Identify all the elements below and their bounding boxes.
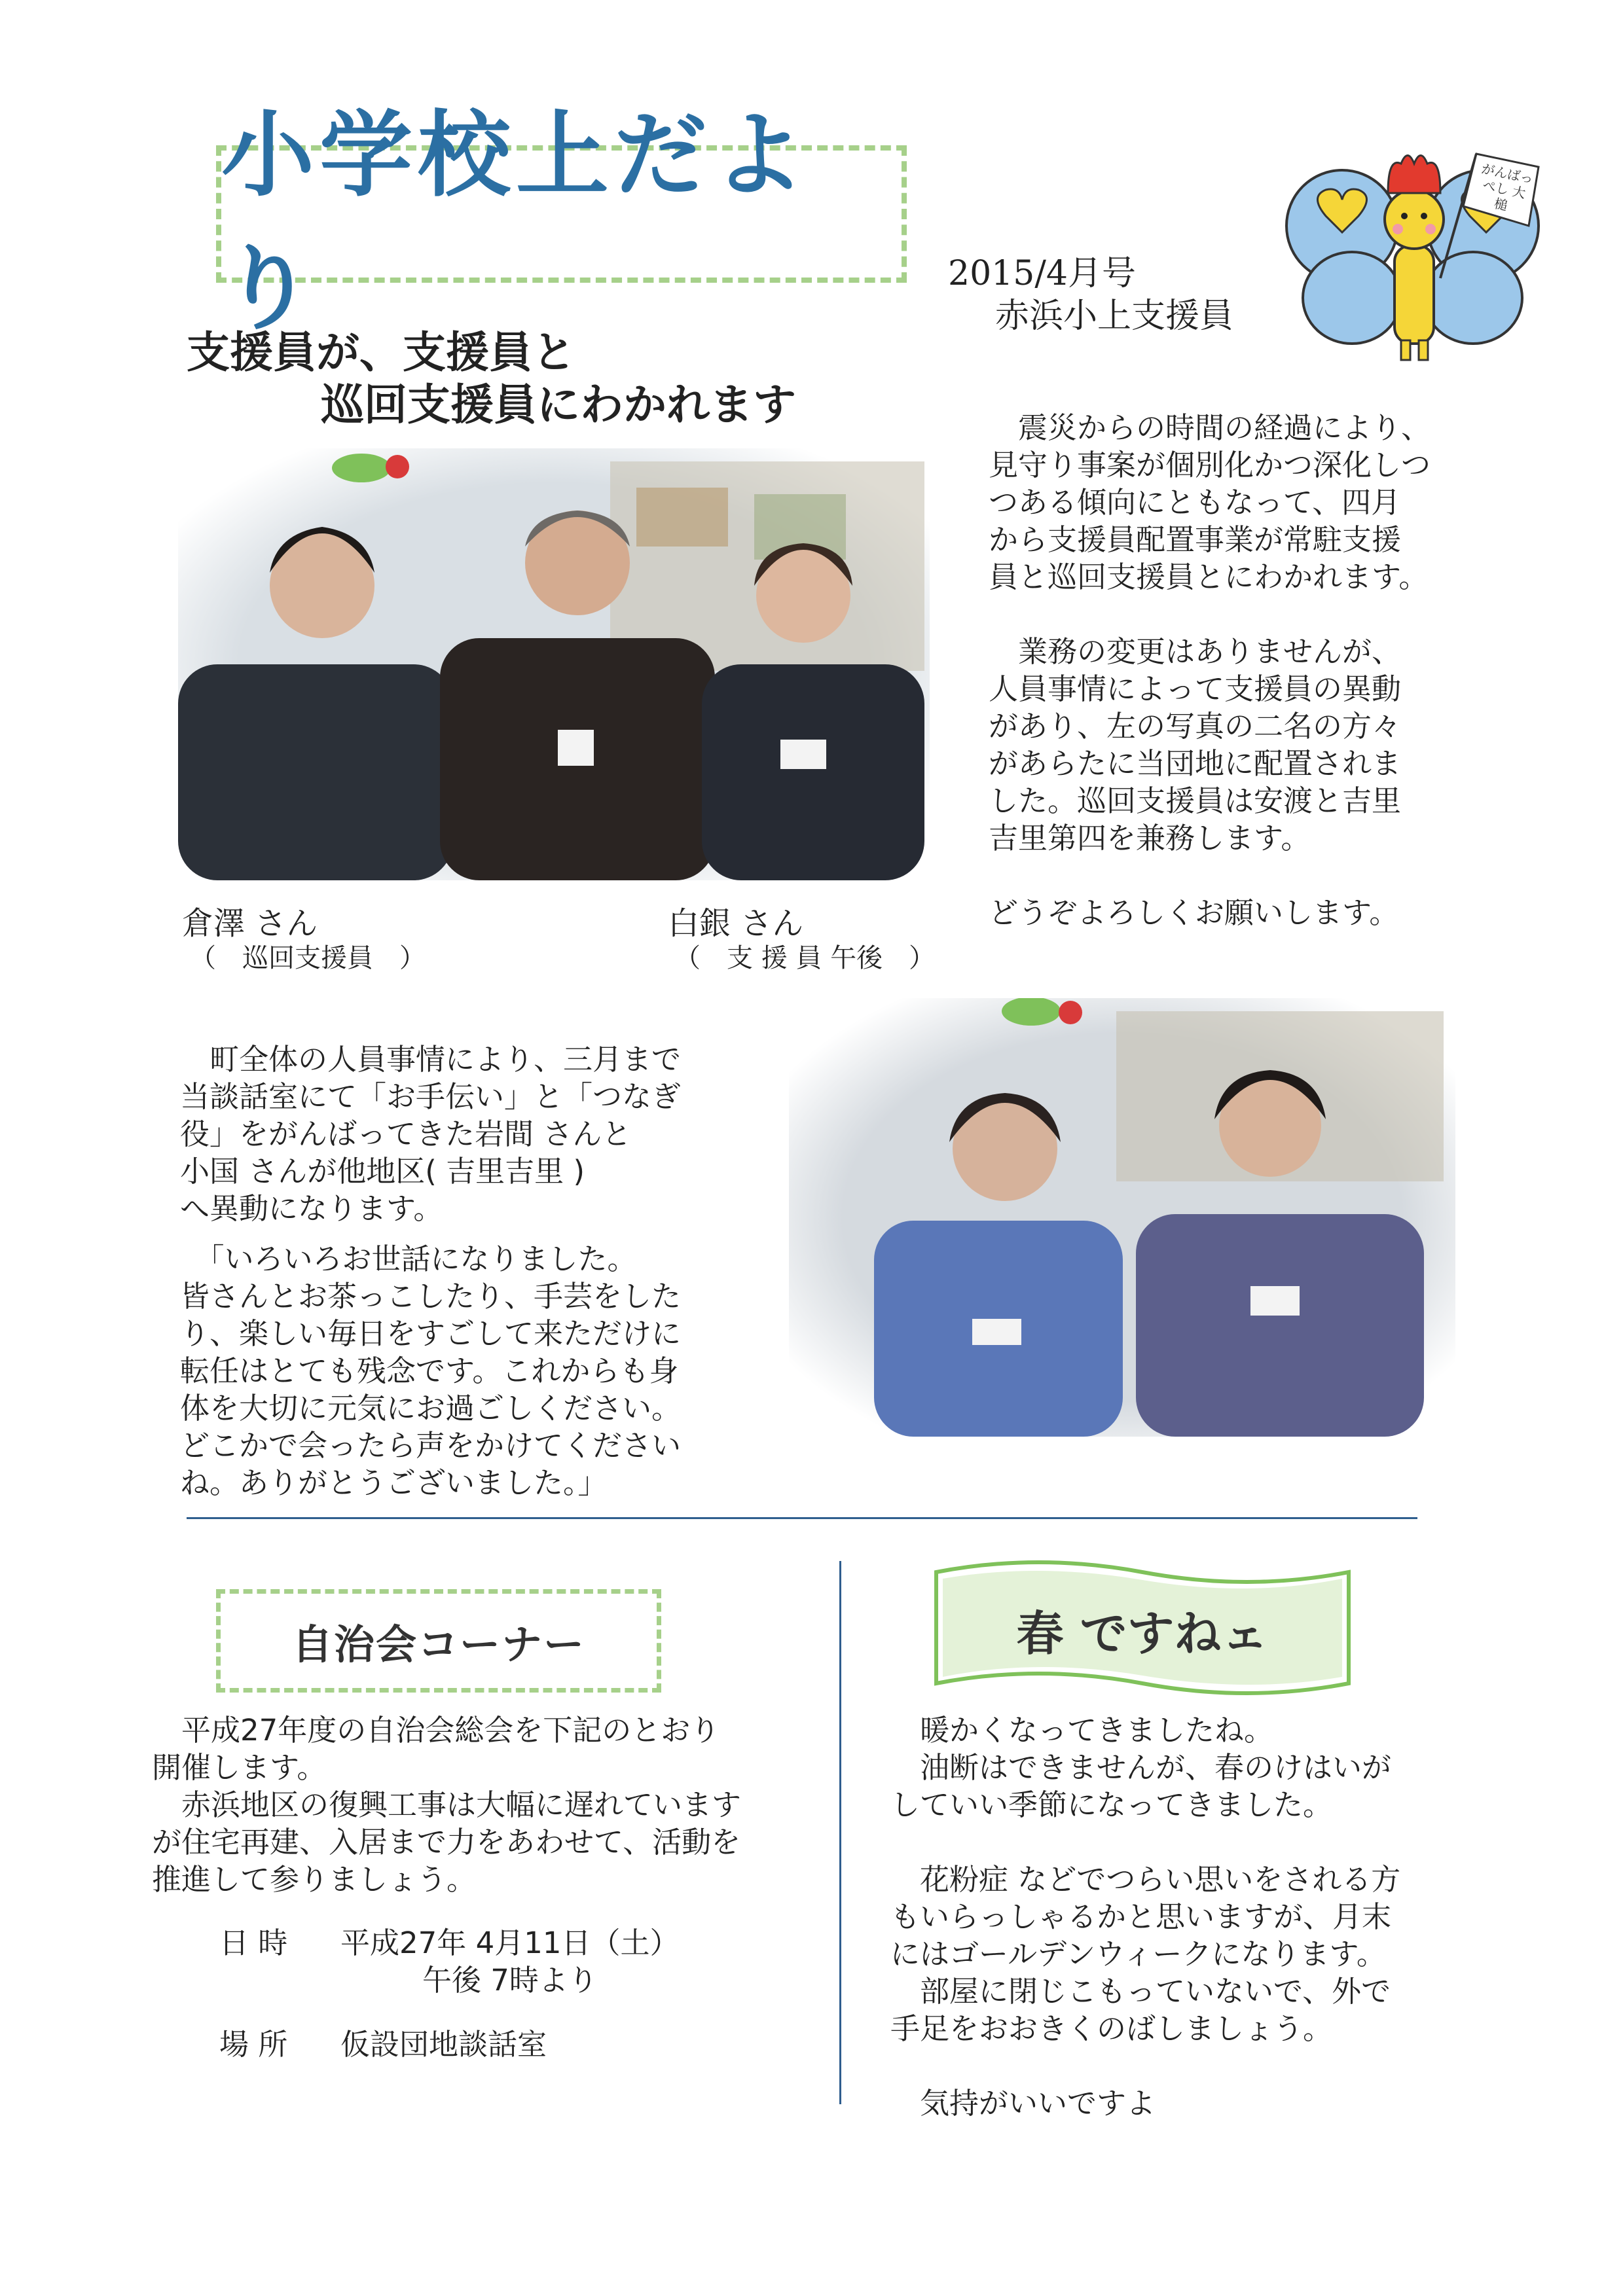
caption-name-kurasawa: 倉澤 さん <box>182 905 318 942</box>
spring-paragraph: 花粉症 などでつらい思いをされる方 もいらっしゃるかと思いますが、月末 にはゴールデンウィークになります。 部屋に閉じこもっていないで、外で 手足をおおきくのばしましょう。 <box>890 1862 1401 2046</box>
article2-paragraph: 「いろいろお世話になりました。 皆さんとお茶っこしたり、手芸をした り、楽しい毎日をすごして来ただけに 転任はとても残念です。これからも身 体を大切に元気にお過ごしください。 どこかで会ったら声をかけてください ね。ありがとうございました。」 <box>180 1242 682 1500</box>
column-divider <box>839 1561 841 2104</box>
jichikai-title: 自治会コーナー <box>291 1620 585 1668</box>
caption-name-shirogane: 白銀 さん <box>668 905 804 942</box>
spring-paragraph: 気持がいいですよ <box>890 2086 1156 2121</box>
mascot-illustration <box>1280 147 1555 363</box>
spring-text <box>890 1712 1480 2122</box>
newsletter-title: 小学校上だより <box>221 101 811 343</box>
headline-line-1: 支援員が、支援員と <box>187 327 575 378</box>
staff-photo-1 <box>178 448 930 880</box>
mascot-flag-text: がんばっぺし 大槌 <box>1480 160 1535 214</box>
spring-paragraph: 暖かくなってきましたね。 油断はできませんが、春のけはいが していい季節になってきました。 <box>890 1713 1392 1822</box>
caption-role-shirogane: （ 支 援 員 午後 ） <box>674 943 936 973</box>
article1-paragraph: 震災からの時間の経過により、 見守り事案が個別化かつ深化しつ つある傾向にともなって、四月 から支援員配置事業が常駐支援 員と巡回支援員とにわかれます。 <box>989 410 1431 594</box>
caption-role-kurasawa: （ 巡回支援員 ） <box>190 943 426 973</box>
article2-text <box>180 1041 769 1501</box>
jichikai-time-value: 午後 7時より <box>422 1963 598 1998</box>
article2-paragraph: 町全体の人員事情により、三月まで 当談話室にて「お手伝い」と「つなぎ 役」をがんばってきた岩間 さんと 小国 さんが他地区( 吉里吉里 ) へ異動になります。 <box>180 1042 682 1226</box>
article1-text <box>989 409 1486 931</box>
jichikai-place-value: 仮設団地談話室 <box>340 2027 547 2062</box>
jichikai-date-value: 平成27年 4月11日（土） <box>340 1926 680 1960</box>
section-divider <box>187 1517 1417 1519</box>
article1-paragraph: どうぞよろしくお願いします。 <box>989 895 1399 930</box>
jichikai-text <box>152 1712 820 1898</box>
jichikai-date-label: 日 時 <box>219 1926 288 1960</box>
title-box <box>216 101 907 343</box>
headline-line-2: 巡回支援員にわかれます <box>321 379 796 430</box>
staff-photo-2 <box>789 998 1455 1437</box>
article1-paragraph: 業務の変更はありませんが、 人員事情によって支援員の異動 があり、左の写真の二名の方々 があらたに当団地に配置されま した。巡回支援員は安渡と吉里 吉里第四を兼務します。 <box>989 634 1402 855</box>
issue-number: 2015/4月号 <box>948 254 1136 293</box>
jichikai-title-box <box>216 1589 661 1693</box>
jichikai-paragraph: 平成27年度の自治会総会を下記のとおり 開催します。 赤浜地区の復興工事は大幅に遅れています が住宅再建、入居まで力をあわせて、活動を 推進して参りましょう。 <box>152 1713 742 1897</box>
spring-title: 春 ですねェ <box>1016 1605 1269 1661</box>
author-name: 赤浜小上支援員 <box>995 296 1234 336</box>
jichikai-place-label: 場 所 <box>219 2027 288 2062</box>
